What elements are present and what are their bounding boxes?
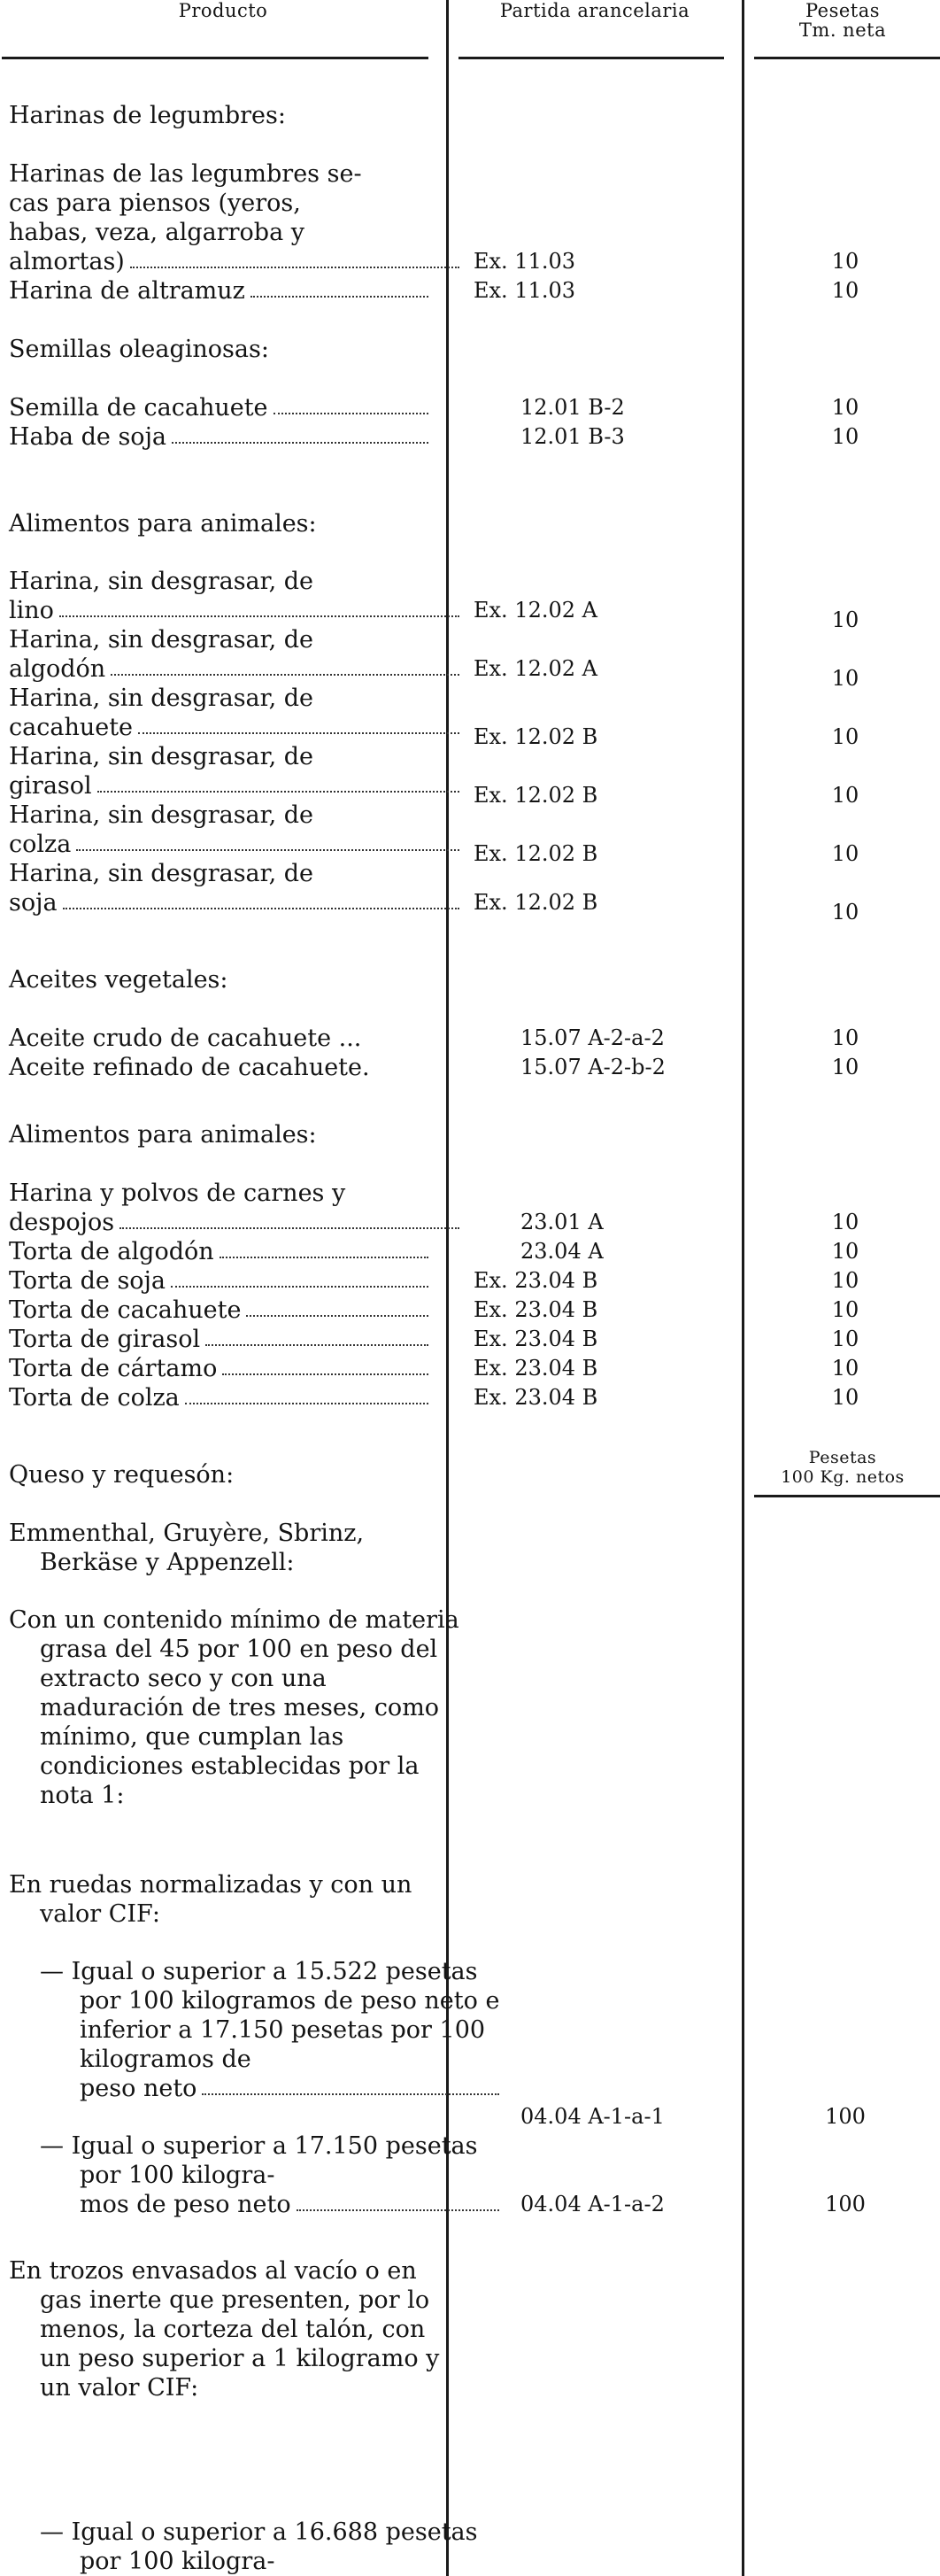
header-rule-producto: [2, 57, 428, 59]
row-harina-carnes: [9, 1179, 463, 1237]
row-text-line: algodón: [9, 655, 106, 683]
row-text-line: Semilla de cacahuete: [9, 394, 268, 422]
cheese-condition: Con un contenido mínimo de materia grasa del 45 por 100 en peso del extracto seco y con una maduración de tres meses, como mínimo, que cumplan las condiciones establecidas por la nota 1:: [9, 1606, 459, 1809]
row-semilla-cacahuete: [9, 393, 432, 422]
tariff-value: 10: [831, 249, 859, 274]
tariff-value: 100: [825, 2104, 866, 2129]
tariff-value: 10: [831, 1239, 859, 1264]
row-text-line: Haba de soja: [9, 423, 167, 451]
tariff-code: Ex. 23.04 B: [474, 1327, 598, 1351]
tariff-value: 10: [831, 607, 859, 632]
dot-leader: [185, 1383, 428, 1404]
tariff-value: 10: [831, 1297, 859, 1322]
section-harinas-legumbres: Harinas de legumbres:: [9, 102, 286, 129]
tariff-value: 10: [831, 1055, 859, 1079]
row-text-line: — Igual o superior a 17.150 pesetas por 100 kilogra-: [40, 2132, 478, 2189]
row-harina-soja: [9, 859, 463, 917]
cheese-ruedas: En ruedas normalizadas y con un valor CIF:: [9, 1871, 412, 1928]
row-torta-girasol: [9, 1325, 432, 1354]
dot-leader: [222, 1354, 428, 1375]
dot-leader: [297, 2190, 499, 2211]
section-semillas-oleaginosas: Semillas oleaginosas:: [9, 336, 269, 363]
dot-leader: [202, 2074, 499, 2095]
header-pesetas-100kg-line1: Pesetas: [808, 1448, 877, 1467]
row-text-line: cas para piensos (yeros,: [9, 190, 301, 217]
dot-leader: [250, 276, 428, 298]
row-text-line: cacahuete: [9, 714, 134, 741]
row-text-line: Harina, sin desgrasar, de: [9, 685, 314, 712]
row-text-line: Harinas de las legumbres se-: [9, 160, 362, 188]
row-harina-altramuz: [9, 276, 432, 306]
tariff-code: Ex. 11.03: [474, 278, 576, 303]
header-pesetas-line2: Tm. neta: [798, 19, 887, 41]
row-text-line: colza: [9, 831, 72, 858]
header-rule-pesetas: [754, 57, 940, 59]
dot-leader: [246, 1296, 428, 1317]
row-text-line: Torta de soja: [9, 1267, 166, 1295]
row-torta-cartamo: [9, 1354, 432, 1383]
tariff-value: 10: [831, 1385, 859, 1410]
tariff-value: 10: [831, 278, 859, 303]
header-producto: Producto: [178, 0, 268, 21]
cheese-varieties: Emmenthal, Gruyère, Sbrinz, Berkäse y Appenzell:: [9, 1520, 365, 1576]
tariff-code: 12.01 B-2: [520, 395, 625, 420]
row-text-line: lino: [9, 597, 54, 624]
tariff-code: Ex. 12.02 B: [474, 841, 598, 866]
tariff-value: 10: [831, 783, 859, 808]
dot-leader: [205, 1325, 428, 1346]
tariff-code: 23.01 A: [520, 1210, 604, 1234]
row-text-line: Harina de altramuz: [9, 277, 245, 305]
tariff-code: 15.07 A-2-b-2: [520, 1055, 666, 1079]
row-text-line: — Igual o superior a 15.522 pesetas por 100 kilogramos de peso neto e inferior a 17.150 pesetas por 100 kilogramos de: [40, 1958, 500, 2073]
row-aceite-crudo: Aceite crudo de cacahuete ...: [9, 1025, 362, 1052]
row-text-line: mos de peso neto: [80, 2191, 291, 2218]
header-rule-pesetas-100kg: [754, 1495, 940, 1497]
row-harina-girasol: [9, 742, 463, 801]
dot-leader: [63, 888, 459, 909]
row-text-line: soja: [9, 889, 58, 917]
dot-leader: [97, 771, 459, 793]
tariff-value: 100: [825, 2192, 866, 2216]
tariff-code: 23.04 A: [520, 1239, 604, 1264]
row-text-line: despojos: [9, 1209, 115, 1236]
section-queso-requeson: Queso y requesón:: [9, 1461, 235, 1489]
row-torta-colza: [9, 1383, 432, 1412]
tariff-code: Ex. 12.02 B: [474, 890, 598, 915]
dot-leader: [76, 830, 459, 851]
tariff-code: Ex. 23.04 B: [474, 1268, 598, 1293]
row-harina-lino: [9, 567, 463, 625]
tariff-value: 10: [831, 1327, 859, 1351]
tariff-code: Ex. 12.02 A: [474, 656, 597, 681]
tariff-code: 15.07 A-2-a-2: [520, 1025, 665, 1050]
cheese-ruedas-option-1: [9, 1957, 503, 2103]
tariff-value: 10: [831, 900, 859, 924]
row-text-line: Torta de colza: [9, 1384, 180, 1412]
row-harina-cacahuete: [9, 684, 463, 742]
tariff-code: Ex. 23.04 B: [474, 1385, 598, 1410]
row-text-line: Harina, sin desgrasar, de: [9, 860, 314, 887]
dot-leader: [119, 1208, 459, 1229]
header-pesetas-100kg-line2: 100 Kg. netos: [781, 1467, 905, 1487]
tariff-value: 10: [831, 395, 859, 420]
section-aceites-vegetales: Aceites vegetales:: [9, 966, 228, 994]
cheese-trozos-option-1: — Igual o superior a 16.688 pesetas por 100 kilogra-: [40, 2518, 478, 2575]
tariff-code: Ex. 11.03: [474, 249, 576, 274]
row-torta-soja: [9, 1266, 432, 1296]
tariff-value: 10: [831, 841, 859, 866]
tariff-code: Ex. 12.02 B: [474, 783, 598, 808]
tariff-code: Ex. 12.02 A: [474, 598, 597, 623]
row-text-line: Torta de cacahuete: [9, 1296, 242, 1324]
tariff-code: 12.01 B-3: [520, 424, 625, 449]
row-text-line: Harina, sin desgrasar, de: [9, 626, 314, 654]
row-torta-cacahuete: [9, 1296, 432, 1325]
row-text-line: Harina, sin desgrasar, de: [9, 568, 314, 595]
tariff-value: 10: [831, 1356, 859, 1381]
tariff-value: 10: [831, 1210, 859, 1234]
header-pesetas-line1: Pesetas: [805, 0, 881, 21]
dot-leader: [220, 1237, 428, 1258]
row-torta-algodon: [9, 1237, 432, 1266]
row-text-line: Torta de girasol: [9, 1326, 201, 1353]
tariff-code: 04.04 A-1-a-2: [520, 2192, 665, 2216]
tariff-code: Ex. 12.02 B: [474, 724, 598, 749]
tariff-value: 10: [831, 424, 859, 449]
section-alimentos-animales-2: Alimentos para animales:: [9, 1121, 317, 1149]
tariff-value: 10: [831, 666, 859, 691]
section-alimentos-animales: Alimentos para animales:: [9, 510, 317, 538]
row-harina-algodon: [9, 625, 463, 684]
row-text-line: girasol: [9, 772, 92, 800]
row-text-line: peso neto: [80, 2075, 197, 2102]
row-text-line: almortas): [9, 248, 125, 275]
row-text-line: Torta de algodón: [9, 1238, 214, 1265]
dot-leader: [274, 393, 428, 414]
cheese-trozos: En trozos envasados al vacío o en gas inerte que presenten, por lo menos, la corteza del talón, con un peso superior a 1 kilogramo y un valor CIF:: [9, 2257, 440, 2402]
row-text-line: Harina, sin desgrasar, de: [9, 801, 314, 829]
row-leader-line: [9, 247, 463, 276]
row-text-line: habas, veza, algarroba y: [9, 219, 305, 246]
dot-leader: [59, 596, 459, 617]
row-text-line: Harina, sin desgrasar, de: [9, 743, 314, 770]
dot-leader: [130, 247, 459, 268]
tariff-value: 10: [831, 724, 859, 749]
row-aceite-refinado: Aceite refinado de cacahuete.: [9, 1054, 370, 1081]
row-harina-colza: [9, 801, 463, 859]
header-partida: Partida arancelaria: [499, 0, 690, 21]
cheese-ruedas-option-2: [9, 2131, 503, 2219]
tariff-value: 10: [831, 1268, 859, 1293]
dot-leader: [138, 713, 459, 734]
tariff-code: Ex. 23.04 B: [474, 1297, 598, 1322]
tariff-value: 10: [831, 1025, 859, 1050]
dot-leader: [111, 654, 459, 676]
row-haba-soja: [9, 422, 432, 452]
dot-leader: [172, 422, 428, 444]
header-rule-partida: [458, 57, 724, 59]
row-harinas-legumbres-piensos: [9, 159, 463, 276]
row-text-line: Torta de cártamo: [9, 1355, 218, 1382]
tariff-code: 04.04 A-1-a-1: [520, 2104, 665, 2129]
row-text-line: Harina y polvos de carnes y: [9, 1180, 346, 1207]
tariff-code: Ex. 23.04 B: [474, 1356, 598, 1381]
dot-leader: [171, 1266, 428, 1288]
